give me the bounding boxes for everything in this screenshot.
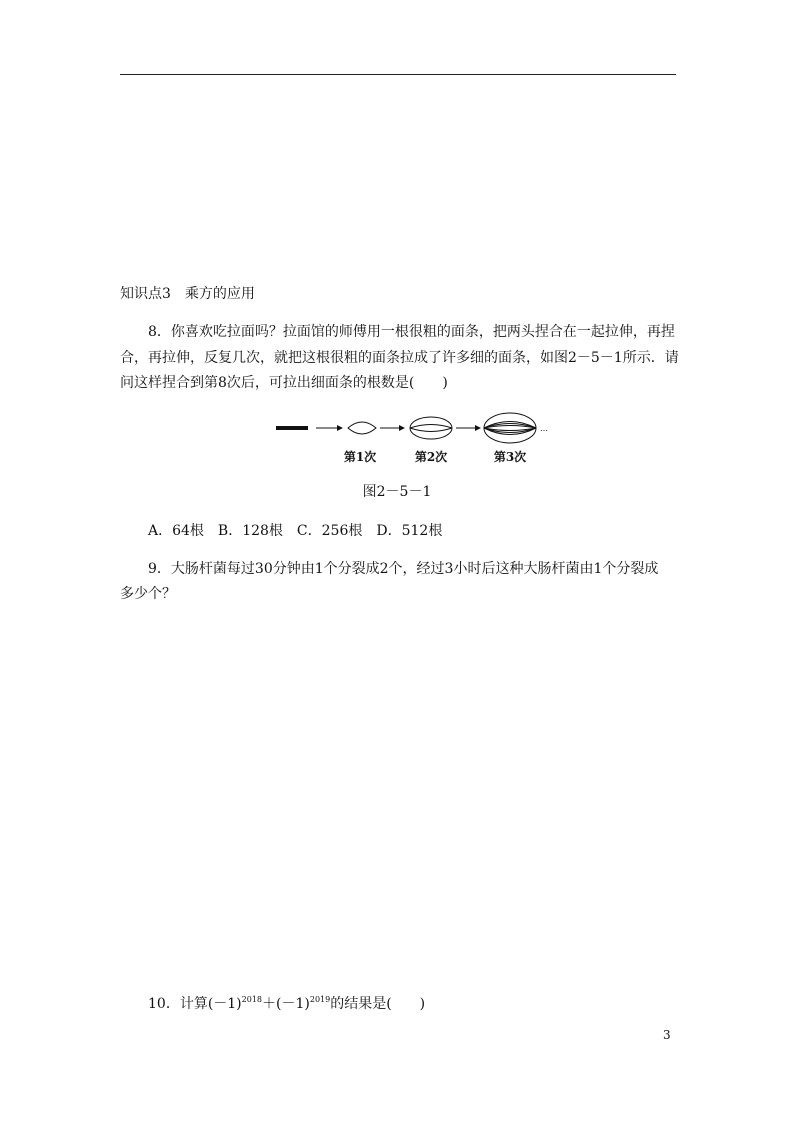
noodle-figure xyxy=(270,410,560,470)
stage-2-shape xyxy=(410,417,452,439)
q9-line-1: 9．大肠杆菌每过30分钟由1个分裂成2个，经过3小时后这种大肠杆菌由1个分裂成 xyxy=(148,561,659,577)
q10-suffix: 的结果是( ) xyxy=(330,996,426,1012)
figure-ellipsis: … xyxy=(540,424,548,433)
stage-2-label: 第2次 xyxy=(414,450,448,464)
stage-1-shape xyxy=(348,422,376,434)
page-number: 3 xyxy=(663,1028,671,1042)
figure-caption: 图2－5－1 xyxy=(362,484,432,500)
thick-noodle xyxy=(276,426,308,430)
q10-line xyxy=(120,986,704,1018)
q10-exponent-2: 2019 xyxy=(309,995,331,1004)
q10-exponent-1: 2018 xyxy=(241,995,263,1004)
q8-options: A．64根 B．128根 C．256根 D．512根 xyxy=(148,523,443,539)
stage-1-label: 第1次 xyxy=(343,450,377,464)
q8-line-2: 合，再拉伸，反复几次，就把这根很粗的面条拉成了许多细的面条，如图2－5－1所示．请 xyxy=(120,350,679,366)
stage-3-label: 第3次 xyxy=(493,450,527,464)
q8-line-3: 问这样捏合到第8次后，可拉出细面条的根数是( ) xyxy=(120,375,448,391)
header-rule xyxy=(120,74,676,75)
stage-3-shape xyxy=(484,413,536,443)
q10-mid: ＋(－1) xyxy=(262,996,310,1012)
q9-line-2: 多少个？ xyxy=(120,586,176,602)
q10-prefix: 10．计算(－1) xyxy=(148,996,242,1012)
q8-line-1: 8．你喜欢吃拉面吗？拉面馆的师傅用一根很粗的面条，把两头捏合在一起拉伸，再捏 xyxy=(148,324,675,340)
section-title: 知识点3 乘方的应用 xyxy=(120,286,255,302)
